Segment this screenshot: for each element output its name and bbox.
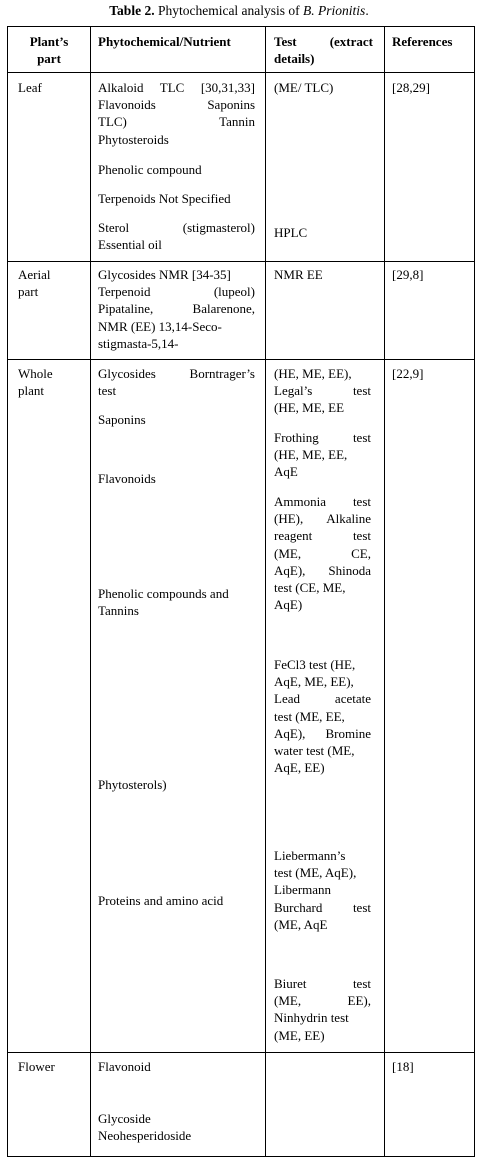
row-divider (8, 72, 474, 73)
column-divider (384, 27, 385, 1156)
whole-glycosides: Glycosides Borntrager’s test (98, 366, 255, 399)
leaf-phenolic: Phenolic compound (98, 162, 202, 177)
aerial-test: NMR EE (274, 267, 323, 282)
whole-test-glycosides: (HE, ME, EE), Legal’s test (HE, ME, EE (274, 366, 371, 416)
leaf-test-hplc: HPLC (274, 225, 308, 240)
flower-flavonoid: Flavonoid (98, 1059, 151, 1074)
row-divider (8, 359, 474, 360)
whole-test-saponins: Frothing test (HE, ME, EE, AqE (274, 430, 371, 480)
leaf-terpenoids: Terpenoids Not Specified (98, 191, 231, 206)
caption-species: B. Prionitis (303, 3, 366, 18)
column-divider (265, 27, 266, 1156)
header-test: Test (extract details) (274, 34, 373, 67)
column-divider (90, 27, 91, 1156)
whole-flavonoids: Flavonoids (98, 471, 156, 486)
whole-phenolic: Phenolic compounds and Tannins (98, 586, 229, 619)
flower-part: Flower (18, 1059, 55, 1074)
header-plant-part: Plant’s part (29, 34, 69, 67)
whole-proteins: Proteins and amino acid (98, 893, 224, 908)
aerial-part: Aerial part (18, 267, 51, 300)
aerial-phytochemicals: Glycosides NMR [34-35] Terpenoid (lupeol) Pipataline, Balarenone, NMR (EE) 13,14-Seco- stigmasta-5,14- (98, 267, 255, 351)
whole-references: [22,9] (392, 366, 424, 381)
flower-references: [18] (392, 1059, 414, 1074)
whole-test-flavonoids: Ammonia test (HE), Alkaline reagent test (ME, CE, AqE), Shinoda test (CE, ME, AqE) (274, 494, 371, 613)
leaf-part: Leaf (18, 80, 42, 95)
aerial-references: [29,8] (392, 267, 424, 282)
phytochemical-table (7, 26, 475, 1157)
caption-text: Phytochemical analysis of (154, 3, 304, 18)
whole-test-proteins: Biuret test (ME, EE), Ninhydrin test (ME, EE) (274, 976, 371, 1043)
whole-test-phytosterols: Liebermann’s test (ME, AqE), Libermann Burchard test (ME, AqE (274, 848, 371, 932)
header-phytochemical: Phytochemical/Nutrient (98, 34, 231, 49)
header-references: References (392, 34, 453, 49)
row-divider (8, 1052, 474, 1053)
whole-phytosterols: Phytosterols) (98, 777, 167, 792)
leaf-sterol: Sterol (stigmasterol) Essential oil (98, 220, 255, 253)
leaf-phytochemicals: Alkaloid TLC [30,31,33] Flavonoids Saponins TLC) Tannin Phytosteroids (98, 80, 255, 147)
whole-test-phenolic: FeCl3 test (HE, AqE, ME, EE), Lead acetate test (ME, EE, AqE), Bromine water test (ME, AqE, EE) (274, 657, 371, 776)
whole-part: Whole plant (18, 366, 53, 399)
leaf-references: [28,29] (392, 80, 430, 95)
leaf-test-me-tlc: (ME/ TLC) (274, 80, 334, 95)
caption-end: . (365, 3, 369, 18)
whole-saponins: Saponins (98, 412, 146, 427)
caption-label: Table 2. (109, 3, 155, 18)
flower-glycoside: Glycoside Neohesperidoside (98, 1111, 192, 1144)
row-divider (8, 261, 474, 262)
table-caption (0, 2, 478, 19)
